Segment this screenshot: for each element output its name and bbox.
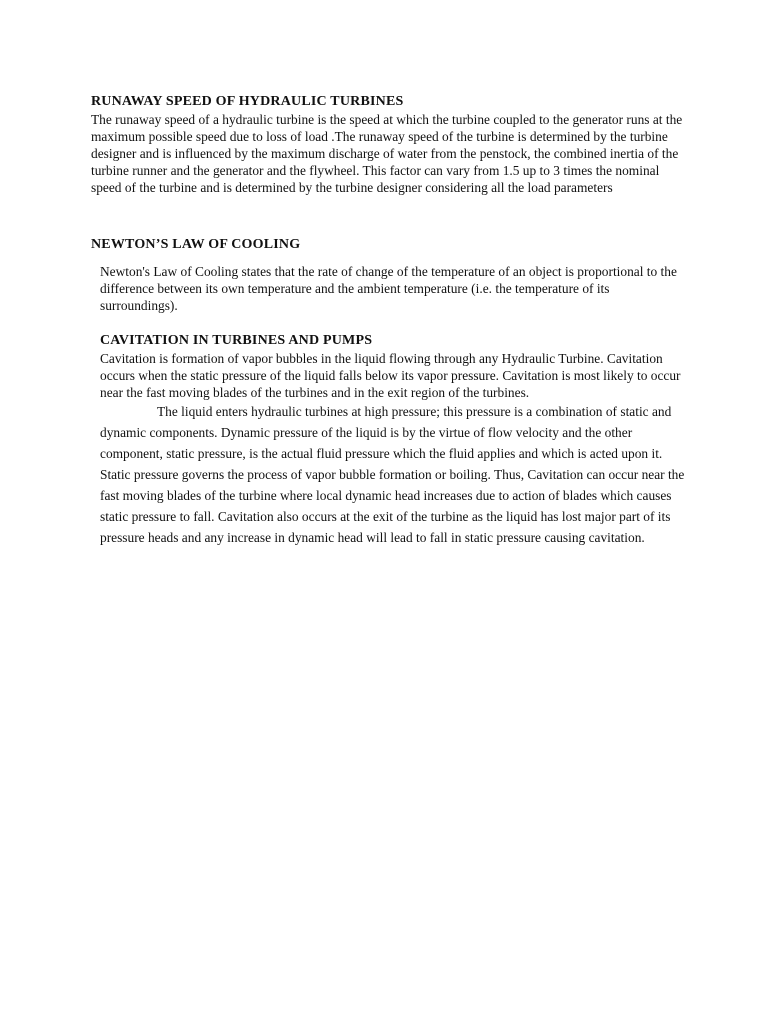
section-runaway-speed bbox=[91, 93, 691, 196]
paragraph-newtons-law: Newton's Law of Cooling states that the rate of change of the temperature of an object is proportional to the difference between its own temperature and the ambient temperature (i.e. the temperature of its surroundings). bbox=[100, 264, 677, 313]
heading-newtons-law: NEWTON’S LAW OF COOLING bbox=[91, 237, 301, 252]
paragraph-cavitation-detail: The liquid enters hydraulic turbines at high pressure; this pressure is a combination of static and dynamic components. Dynamic pressure of the liquid is by the virtue of flow velocity and the other component, static pressure, is the actual fluid pressure which the fluid applies and which is acted upon it. Static pressure governs the process of vapor bubble formation or boiling. Thus, Cavitation can occur near the fast moving blades of the turbine where local dynamic head increases due to action of blades which causes static pressure to fall. Cavitation also occurs at the exit of the turbine as the liquid has lost major part of its pressure heads and any increase in dynamic head will lead to fall in static pressure causing cavitation. bbox=[100, 404, 685, 545]
paragraph-runaway-speed: The runaway speed of a hydraulic turbine is the speed at which the turbine coupled to the generator runs at the maximum possible speed due to loss of load .The runaway speed of the turbine is determined by the turbine designer and is influenced by the maximum discharge of water from the penstock, the combined inertia of the turbine runner and the generator and the flywheel. This factor can vary from 1.5 up to 3 times the nominal speed of the turbine and is determined by the turbine designer considering all the load parameters bbox=[91, 112, 683, 195]
heading-runaway-speed: RUNAWAY SPEED OF HYDRAULIC TURBINES bbox=[91, 94, 404, 109]
section-newtons-law bbox=[91, 236, 691, 314]
heading-cavitation: CAVITATION IN TURBINES AND PUMPS bbox=[100, 333, 373, 348]
paragraph-cavitation-intro: Cavitation is formation of vapor bubbles in the liquid flowing through any Hydraulic Turbine. Cavitation occurs when the static pressure of the liquid falls below its vapor pressure. Cavitation is most likely to occur near the fast moving blades of the turbines and in the exit region of the turbines. bbox=[100, 351, 681, 400]
section-cavitation bbox=[100, 332, 690, 548]
